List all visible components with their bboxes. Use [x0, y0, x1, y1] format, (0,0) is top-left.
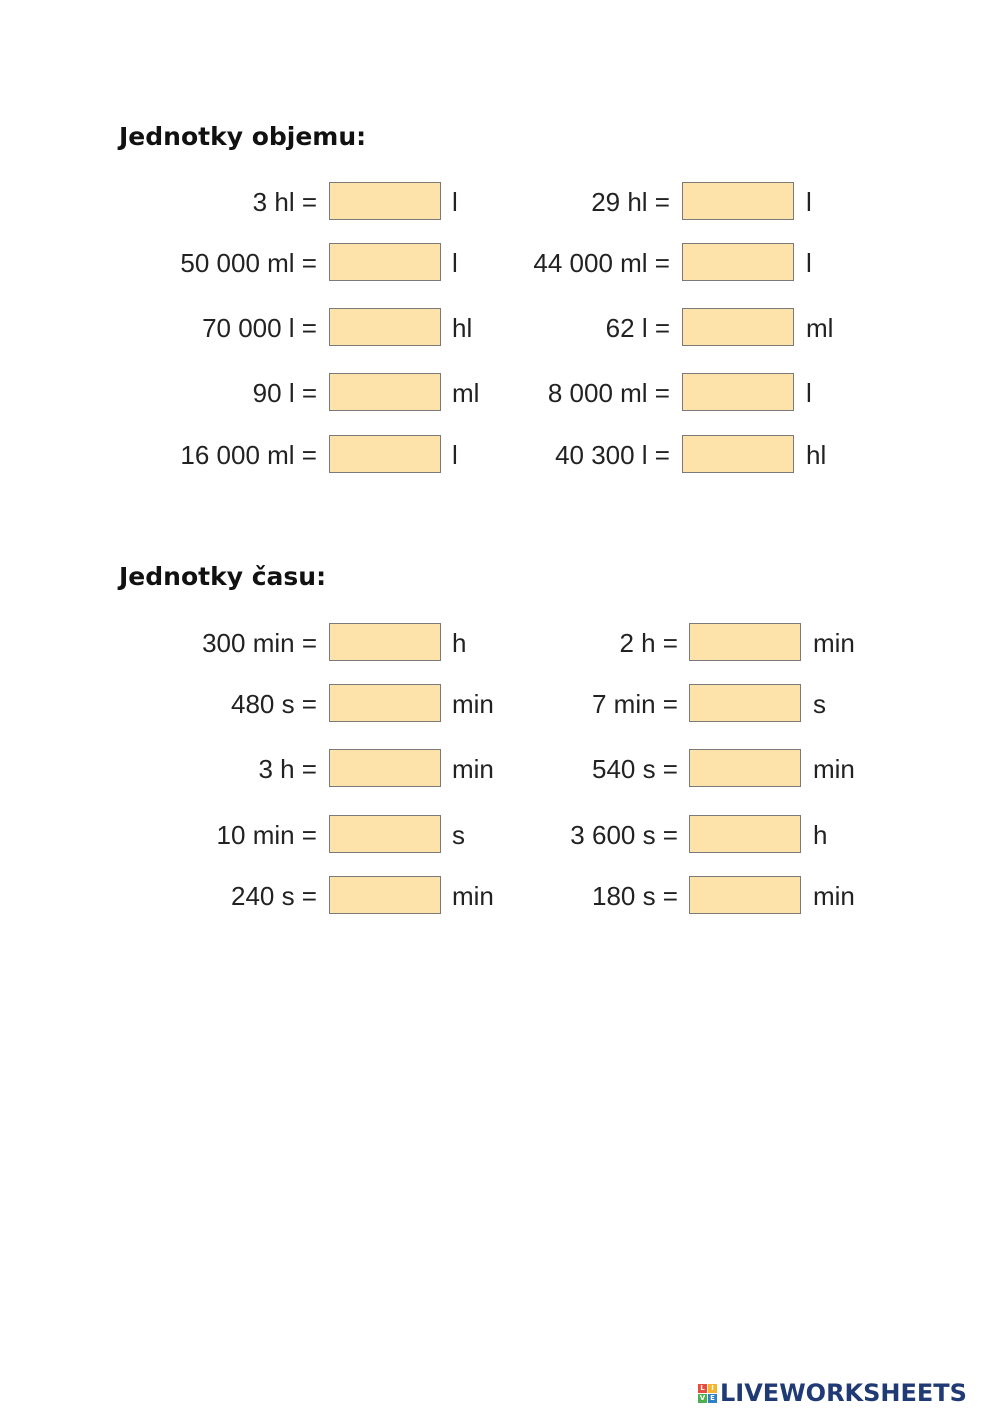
- answer-input[interactable]: [689, 684, 801, 722]
- answer-input[interactable]: [682, 243, 794, 281]
- target-unit: ml: [452, 378, 480, 408]
- exercise-expression: 62 l =: [605, 313, 670, 343]
- target-unit: ml: [806, 313, 834, 343]
- exercise-expression: 300 min =: [202, 628, 317, 658]
- target-unit: s: [813, 689, 826, 719]
- logo-text: LIVEWORKSHEETS: [720, 1379, 967, 1407]
- answer-input[interactable]: [329, 435, 441, 473]
- target-unit: min: [813, 881, 855, 911]
- answer-input[interactable]: [682, 308, 794, 346]
- section-title-time: Jednotky času:: [119, 562, 327, 591]
- exercise-expression: 70 000 l =: [202, 313, 317, 343]
- answer-input[interactable]: [329, 749, 441, 787]
- logo-mark-icon: [698, 1384, 717, 1403]
- exercise-expression: 7 min =: [592, 689, 678, 719]
- exercise-row: [0, 815, 1000, 855]
- logo-mark-letter: I: [708, 1384, 717, 1393]
- target-unit: l: [806, 378, 812, 408]
- answer-input[interactable]: [689, 876, 801, 914]
- exercise-expression: 480 s =: [230, 689, 317, 719]
- answer-input[interactable]: [689, 623, 801, 661]
- target-unit: min: [452, 689, 494, 719]
- target-unit: min: [452, 754, 494, 784]
- answer-input[interactable]: [689, 749, 801, 787]
- answer-input[interactable]: [329, 815, 441, 853]
- exercise-expression: 3 h =: [258, 754, 317, 784]
- exercise-row: [0, 435, 1000, 475]
- target-unit: hl: [806, 440, 827, 470]
- exercise-expression: 29 hl =: [591, 187, 670, 217]
- exercise-expression: 50 000 ml =: [180, 248, 317, 278]
- answer-input[interactable]: [329, 623, 441, 661]
- exercise-expression: 3 hl =: [252, 187, 317, 217]
- exercise-row: [0, 876, 1000, 916]
- exercise-expression: 540 s =: [591, 754, 678, 784]
- answer-input[interactable]: [329, 876, 441, 914]
- answer-input[interactable]: [329, 308, 441, 346]
- exercise-expression: 240 s =: [230, 881, 317, 911]
- answer-input[interactable]: [329, 243, 441, 281]
- answer-input[interactable]: [682, 435, 794, 473]
- target-unit: min: [813, 754, 855, 784]
- target-unit: l: [806, 187, 812, 217]
- logo-mark-letter: L: [698, 1384, 707, 1393]
- target-unit: h: [452, 628, 467, 658]
- exercise-row: [0, 373, 1000, 413]
- target-unit: l: [452, 248, 458, 278]
- exercise-expression: 40 300 l =: [555, 440, 670, 470]
- logo-mark-letter: E: [708, 1394, 717, 1403]
- exercise-expression: 3 600 s =: [570, 820, 678, 850]
- exercise-row: [0, 749, 1000, 789]
- exercise-row: [0, 182, 1000, 222]
- answer-input[interactable]: [329, 684, 441, 722]
- exercise-row: [0, 243, 1000, 283]
- target-unit: min: [813, 628, 855, 658]
- exercise-expression: 180 s =: [591, 881, 678, 911]
- exercise-expression: 2 h =: [619, 628, 678, 658]
- target-unit: l: [806, 248, 812, 278]
- section-title-volume: Jednotky objemu:: [119, 122, 367, 151]
- answer-input[interactable]: [329, 182, 441, 220]
- exercise-row: [0, 308, 1000, 348]
- exercise-expression: 8 000 ml =: [547, 378, 670, 408]
- answer-input[interactable]: [682, 182, 794, 220]
- liveworksheets-logo: [698, 1376, 967, 1410]
- target-unit: s: [452, 820, 465, 850]
- exercise-expression: 10 min =: [216, 820, 317, 850]
- exercise-row: [0, 684, 1000, 724]
- exercise-row: [0, 623, 1000, 663]
- exercise-expression: 44 000 ml =: [533, 248, 670, 278]
- target-unit: l: [452, 440, 458, 470]
- target-unit: l: [452, 187, 458, 217]
- answer-input[interactable]: [329, 373, 441, 411]
- exercise-expression: 90 l =: [252, 378, 317, 408]
- answer-input[interactable]: [689, 815, 801, 853]
- logo-mark-letter: V: [699, 1393, 706, 1402]
- target-unit: min: [452, 881, 494, 911]
- exercise-expression: 16 000 ml =: [180, 440, 317, 470]
- answer-input[interactable]: [682, 373, 794, 411]
- target-unit: h: [813, 820, 828, 850]
- target-unit: hl: [452, 313, 473, 343]
